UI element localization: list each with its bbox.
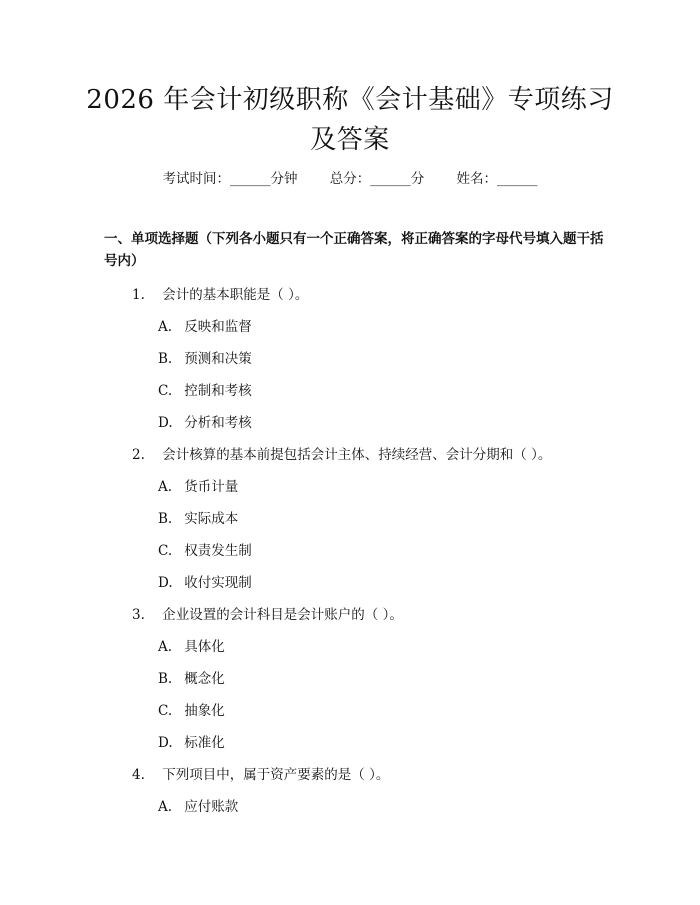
option-letter: D. — [158, 735, 173, 751]
option-text: 分析和考核 — [184, 415, 252, 431]
option-text: 收付实现制 — [184, 575, 252, 591]
option-2c — [158, 539, 252, 559]
question-number: 3. — [132, 607, 145, 623]
option-letter: B. — [158, 671, 173, 687]
option-text: 具体化 — [184, 639, 225, 655]
question-text: 会计的基本职能是（ ）。 — [162, 287, 309, 303]
option-text: 预测和决策 — [184, 351, 252, 367]
option-letter: C. — [158, 703, 173, 719]
option-letter: A. — [158, 799, 173, 815]
option-text: 反映和监督 — [184, 319, 252, 335]
section-heading-single-choice: 一、单项选择题（下列各小题只有一个正确答案，将正确答案的字母代号填入题干括号内） — [104, 231, 604, 269]
name-field: 姓名：______ — [456, 171, 538, 187]
option-letter: D. — [158, 415, 173, 431]
question-2 — [132, 443, 551, 463]
option-letter: B. — [158, 511, 173, 527]
question-text: 会计核算的基本前提包括会计主体、持续经营、会计分期和（ ）。 — [162, 447, 552, 463]
option-letter: C. — [158, 383, 173, 399]
option-1d — [158, 411, 252, 431]
option-text: 实际成本 — [184, 511, 239, 527]
option-1b — [158, 347, 252, 367]
option-2b — [158, 507, 238, 527]
document-title: 2026 年会计初级职称《会计基础》专项练习及答案 — [86, 85, 614, 155]
option-text: 权责发生制 — [184, 543, 252, 559]
option-letter: A. — [158, 639, 173, 655]
option-letter: D. — [158, 575, 173, 591]
option-text: 货币计量 — [184, 479, 239, 495]
total-score-field: 总分：______分 — [329, 171, 425, 187]
question-number: 1. — [132, 287, 145, 303]
question-text: 下列项目中，属于资产要素的是（ ）。 — [162, 767, 390, 783]
question-text: 企业设置的会计科目是会计账户的（ ）。 — [162, 607, 403, 623]
option-1c — [158, 379, 252, 399]
option-3d — [158, 731, 225, 751]
option-letter: B. — [158, 351, 173, 367]
option-3a — [158, 635, 225, 655]
option-letter: A. — [158, 319, 173, 335]
option-1a — [158, 315, 252, 335]
exam-time-field: 考试时间：______分钟 — [162, 171, 298, 187]
question-number: 4. — [132, 767, 145, 783]
option-letter: C. — [158, 543, 173, 559]
question-4 — [132, 763, 389, 783]
option-3b — [158, 667, 225, 687]
exam-info-line — [0, 167, 700, 187]
option-3c — [158, 699, 225, 719]
option-4a — [158, 795, 238, 815]
question-3 — [132, 603, 403, 623]
option-2a — [158, 475, 238, 495]
option-text: 概念化 — [184, 671, 225, 687]
option-text: 控制和考核 — [184, 383, 252, 399]
option-2d — [158, 571, 252, 591]
option-text: 标准化 — [184, 735, 225, 751]
option-text: 应付账款 — [184, 799, 239, 815]
question-1 — [132, 283, 308, 303]
option-text: 抽象化 — [184, 703, 225, 719]
option-letter: A. — [158, 479, 173, 495]
question-number: 2. — [132, 447, 145, 463]
